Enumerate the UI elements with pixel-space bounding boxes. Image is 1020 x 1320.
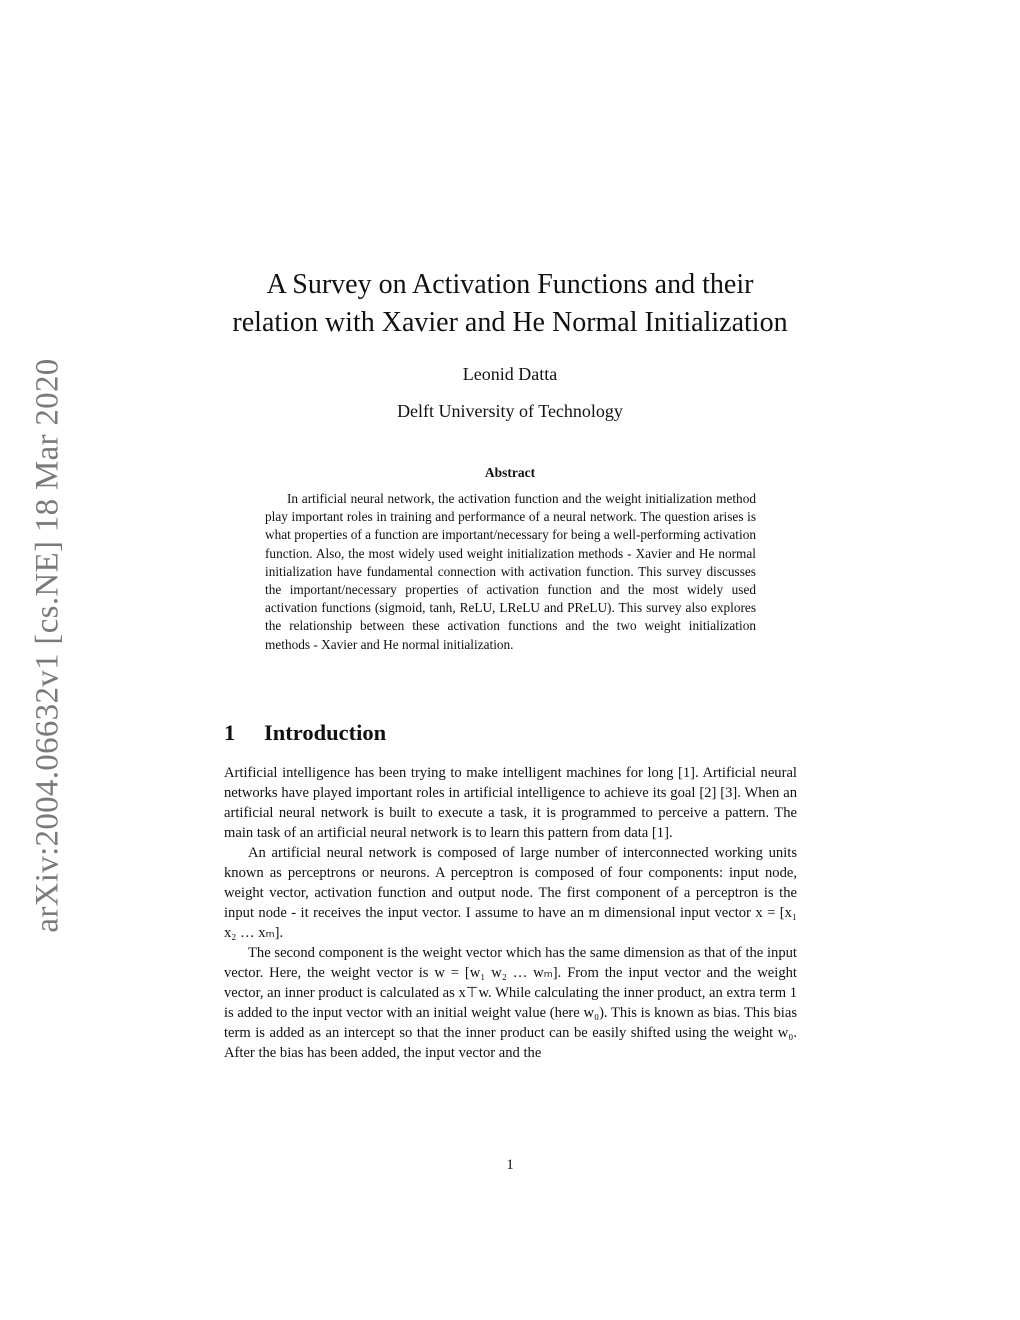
section-number: 1 bbox=[224, 720, 236, 745]
page-number: 1 bbox=[506, 1157, 514, 1173]
abstract-text: In artificial neural network, the activation function and the weight initialization method play important roles in training and performance of a neural network. The question arises is what properties of a function are important/necessary for being a well-performing activation function. Also, the most widely used weight initialization methods - Xavier and He normal initialization have fundamental connection with activation function. This survey discusses the important/necessary properties of activation function and the most widely used activation functions (sigmoid, tanh, ReLU, LReLU and PReLU). This survey also explores the relationship between these activation functions and the two weight initialization methods - Xavier and He normal initialization. bbox=[265, 491, 756, 652]
intro-paragraph-3: The second component is the weight vector which has the same dimension as that of the input vector. Here, the weight vector is w = [w₁ w₂ … wₘ]. From the input vector and the weight vector, an inner product is calculated as x⊤w. While calculating the inner product, an extra term 1 is added to the input vector with an initial weight value (here w₀). This is known as bias. This bias term is added as an intercept so that the inner product can be easily shifted using the weight w₀. After the bias has been added, the input vector and the bbox=[224, 945, 797, 1061]
abstract-heading: Abstract bbox=[484, 465, 536, 480]
intro-paragraph-1: Artificial intelligence has been trying to make intelligent machines for long [1]. Artificial neural networks have played important roles in artificial intelligence to achieve its goal [2] [3]. When an artificial neural network is built to execute a task, it is programmed to perceive a pattern. The main task of an artificial neural network is to learn this pattern from data [1]. bbox=[224, 765, 797, 841]
paper-title-line-2: relation with Xavier and He Normal Initialization bbox=[232, 307, 788, 338]
introduction-body bbox=[224, 763, 797, 1063]
paper-title-line-1: A Survey on Activation Functions and their bbox=[266, 269, 754, 300]
author-affiliation: Delft University of Technology bbox=[397, 401, 623, 421]
arxiv-identifier-text: arXiv:2004.06632v1 [cs.NE] 18 Mar 2020 bbox=[29, 357, 66, 933]
arxiv-identifier-stamp bbox=[28, 345, 68, 945]
paper-title bbox=[180, 266, 840, 342]
author-name: Leonid Datta bbox=[462, 364, 558, 384]
intro-paragraph-2: An artificial neural network is composed of large number of interconnected working units known as perceptrons or neurons. A perceptron is composed of four components: input node, weight vector, activation function and output node. The first component of a perceptron is the input node - it receives the input vector. I assume to have an m dimensional input vector x = [x₁ x₂ … xₘ]. bbox=[224, 845, 797, 941]
section-title: Introduction bbox=[264, 720, 387, 745]
section-heading-introduction bbox=[224, 720, 386, 746]
